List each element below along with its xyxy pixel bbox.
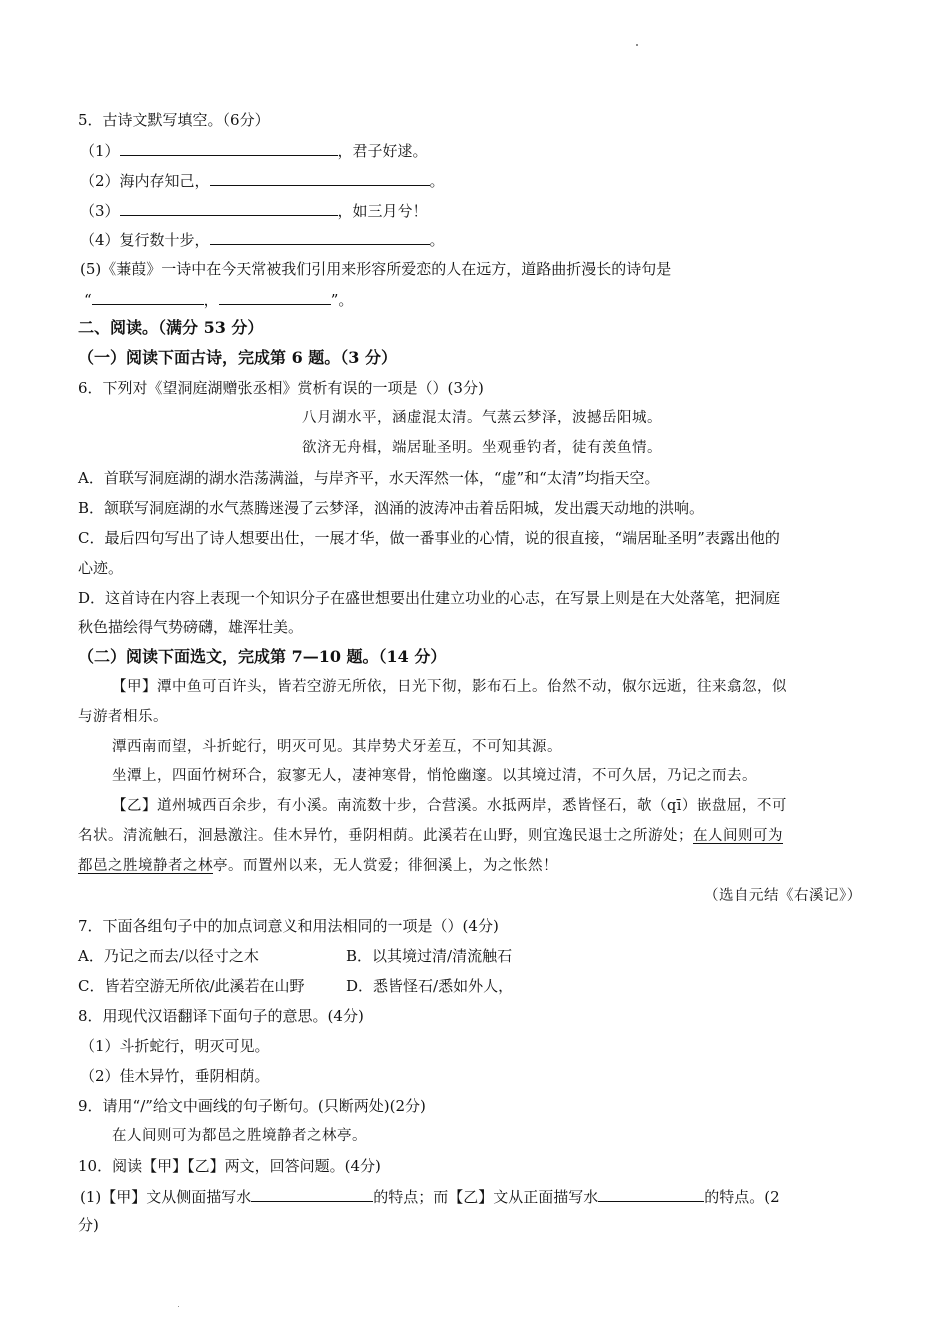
q5-line-5: (5)《蒹葭》一诗中在今天常被我们引用来形容所爱恋的人在远方，道路曲折漫长的诗句是 (80, 260, 672, 278)
answer-blank[interactable] (251, 1186, 373, 1202)
passage-jia-line-1: 【甲】潭中鱼可百许头，皆若空游无所依，日光下彻，影布石上。佁然不动，俶尔远逝，往来翕忽，似 (112, 679, 787, 695)
q5-title: 5．古诗文默写填空。（6分） (78, 111, 270, 129)
q10-stem: 10．阅读【甲】【乙】两文，回答问题。(4分) (78, 1157, 381, 1175)
scan-speck (636, 44, 638, 46)
q6-option-c-cont: 心迹。 (78, 559, 124, 577)
answer-blank[interactable] (92, 289, 204, 305)
q5-6-close: ”。 (330, 291, 354, 309)
section-2-title: 二、阅读。（满分 53 分） (78, 318, 264, 337)
section-2-part-2-title: （二）阅读下面选文，完成第 7—10 题。（14 分） (78, 647, 447, 666)
section-2-part-1-title: （一）阅读下面古诗，完成第 6 题。（3 分） (78, 348, 397, 367)
q5-line-4 (80, 229, 445, 250)
poem-line-2: 欲济无舟楫，端居耻圣明。坐观垂钓者，徒有羡鱼情。 (302, 440, 662, 456)
q9-sentence: 在人间则可为都邑之胜境静者之林亭。 (112, 1128, 367, 1144)
answer-blank[interactable] (120, 140, 338, 156)
q5-2-suffix: 。 (429, 172, 445, 190)
q5-3-suffix: ，如三月兮！ (337, 202, 428, 220)
passage-yi-line-1: 【乙】道州城西百余步，有小溪。南流数十步，合营溪。水抵两岸，悉皆怪石，欹（qī）嵌盘屈，不可 (112, 798, 787, 814)
answer-blank[interactable] (210, 229, 430, 245)
q6-option-a: A．首联写洞庭湖的湖水浩荡满溢，与岸齐平，水天浑然一体，“虚”和“太清”均指天空。 (78, 469, 660, 487)
q7-option-c: C．皆若空游无所依/此溪若在山野 (78, 977, 305, 995)
q5-6-comma: ， (203, 291, 219, 309)
q10-sub-1 (80, 1186, 780, 1207)
q5-4-suffix: 。 (429, 231, 445, 249)
q6-option-b: B．颔联写洞庭湖的水气蒸腾迷漫了云梦泽，汹涌的波涛冲击着岳阳城，发出震天动地的洪响。 (78, 499, 705, 517)
passage-yi-text: 名状。清流触石，洄悬激注。佳木异竹，垂阴相荫。此溪若在山野，则宜逸民退士之所游处； (78, 828, 693, 844)
passage-jia-line-4: 坐潭上，四面竹树环合，寂寥无人，凄神寒骨，悄怆幽邃。以其境过清，不可久居，乃记之而去。 (112, 768, 757, 784)
q10-sub-1-cont: 分) (78, 1216, 99, 1234)
passage-jia-line-2: 与游者相乐。 (78, 709, 168, 725)
answer-blank[interactable] (120, 200, 338, 216)
q8-stem: 8．用现代汉语翻译下面句子的意思。(4分) (78, 1007, 364, 1025)
passage-yi-line-3 (78, 856, 558, 876)
q5-line-3 (80, 200, 428, 221)
q8-sentence-2: （2）佳木异竹，垂阴相荫。 (80, 1067, 270, 1085)
q5-line-1 (80, 140, 428, 161)
q5-line-6 (84, 289, 353, 310)
q6-stem: 6．下列对《望洞庭湖赠张丞相》赏析有误的一项是（）(3分) (78, 379, 484, 397)
q5-2-prefix: （2）海内存知己， (80, 172, 210, 190)
q10-1-prefix: (1)【甲】文从侧面描写水 (80, 1188, 252, 1206)
poem-line-1: 八月湖水平，涵虚混太清。气蒸云梦泽，波撼岳阳城。 (302, 410, 662, 426)
q9-stem: 9．请用“/”给文中画线的句子断句。(只断两处)(2分) (78, 1097, 426, 1115)
q6-option-d-cont: 秋色描绘得气势磅礴，雄浑壮美。 (78, 618, 304, 636)
answer-blank[interactable] (598, 1186, 704, 1202)
q7-option-d: D．悉皆怪石/悉如外人， (346, 977, 514, 995)
q10-1-suffix: 的特点。(2 (704, 1188, 780, 1206)
q6-option-d: D．这首诗在内容上表现一个知识分子在盛世想要出仕建立功业的心志，在写景上则是在大处落笔，把洞庭 (78, 589, 781, 607)
q5-4-prefix: （4）复行数十步， (80, 231, 210, 249)
passage-yi-line-2 (78, 826, 783, 846)
answer-blank[interactable] (210, 170, 430, 186)
q5-line-2 (80, 170, 445, 191)
q5-1-prefix: （1） (80, 142, 120, 160)
passage-yi-text: 亭。而置州以来，无人赏爱；徘徊溪上，为之怅然！ (213, 858, 558, 874)
q10-1-middle: 的特点；而【乙】文从正面描写水 (373, 1188, 599, 1206)
q7-stem: 7．下面各组句子中的加点词意义和用法相同的一项是（）(4分) (78, 917, 499, 935)
passage-jia-line-3: 潭西南而望，斗折蛇行，明灭可见。其岸势犬牙差互，不可知其源。 (112, 739, 562, 755)
q7-option-a: A．乃记之而去/以径寸之木 (78, 947, 259, 965)
underlined-sentence-part-2: 都邑之胜境静者之林 (78, 858, 213, 874)
q6-option-c: C．最后四句写出了诗人想要出仕，一展才华，做一番事业的心情，说的很直接，“端居耻圣明”表露出他的 (78, 529, 780, 547)
q5-1-suffix: ，君子好逑。 (337, 142, 428, 160)
underlined-sentence-part-1: 在人间则可为 (693, 828, 783, 844)
q8-sentence-1: （1）斗折蛇行，明灭可见。 (80, 1037, 270, 1055)
passage-source: （选自元结《右溪记》） (704, 888, 862, 904)
q7-option-b: B．以其境过清/清流触石 (346, 947, 513, 965)
q5-6-open-quote: “ (84, 291, 92, 309)
q5-3-prefix: （3） (80, 202, 120, 220)
scan-speck (178, 1306, 179, 1307)
answer-blank[interactable] (219, 289, 331, 305)
